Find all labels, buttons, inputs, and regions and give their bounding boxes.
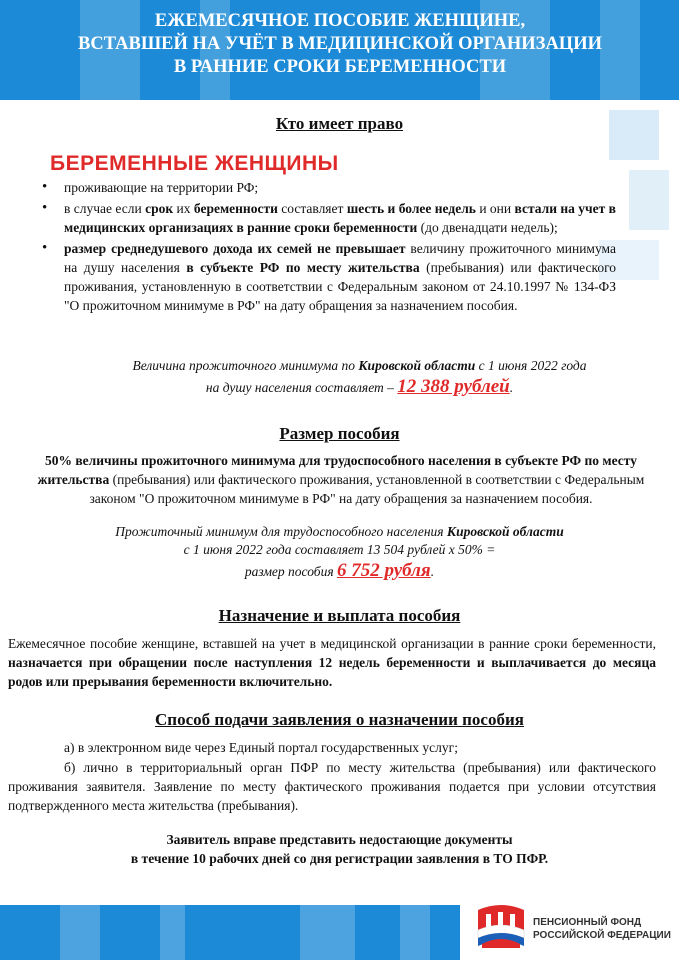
amount-text: 50% величины прожиточного минимума для трудоспособного населения в субъекте РФ по месту жительства (пребывания) или фактического проживания, установленной в соответствии с Федеральным законом "О прожиточном минимуме в РФ" на дату обращения за назначением пособия.	[37, 453, 645, 506]
list-item: • в случае если срок их беременности составляет шесть и более недель и они встали на учет в медицинских организациях в ранние сроки беременности (до двенадцати недель);	[64, 199, 616, 237]
footer-bar	[0, 905, 460, 960]
eligibility-list	[40, 178, 616, 315]
minimum-line-2: на душу населения составляет – 12 388 рублей.	[205, 376, 514, 397]
section-heading-application: Способ подачи заявления о назначении пособия	[155, 710, 524, 729]
application-way-a: а) в электронном виде через Единый портал государственных услуг;	[64, 740, 458, 755]
calc-line-1: Прожиточный минимум для трудоспособного населения Кировской области	[115, 524, 564, 539]
list-item: • проживающие на территории РФ;	[64, 178, 616, 197]
calc-line-2: с 1 июня 2022 года составляет 13 504 рублей х 50% =	[183, 542, 496, 557]
application-way-b: б) лично в территориальный орган ПФР по месту жительства (пребывания) или фактического проживания заявителя. Заявление по месту фактического проживания подается при условии отсутствия подтвержденного места жительства (пребывания).	[8, 760, 656, 813]
final-note-line-2: в течение 10 рабочих дней со дня регистрации заявления в ТО ПФР.	[130, 851, 549, 866]
section-heading-eligibility: Кто имеет право	[275, 114, 404, 133]
section-heading-amount: Размер пособия	[279, 424, 400, 443]
section-heading-payment: Назначение и выплата пособия	[218, 606, 461, 625]
final-note-line-1: Заявитель вправе представить недостающие документы	[166, 832, 513, 847]
eligible-group-title: БЕРЕМЕННЫЕ ЖЕНЩИНЫ	[50, 152, 339, 175]
calc-line-3: размер пособия 6 752 рубля.	[244, 560, 435, 581]
pfr-logo-icon	[472, 904, 530, 952]
minimum-value: 12 388 рублей	[397, 376, 510, 397]
page-title: ЕЖЕМЕСЯЧНОЕ ПОСОБИЕ ЖЕНЩИНЕ, ВСТАВШЕЙ НА УЧЁТ В МЕДИЦИНСКОЙ ОРГАНИЗАЦИИ В РАННИЕ СРОКИ БЕРЕМЕННОСТИ	[78, 11, 602, 77]
payment-text: Ежемесячное пособие женщине, вставшей на учет в медицинской организации в ранние сроки беременности, назначается при обращении после наступления 12 недель беременности и выплачивается до месяца родов или прерывания беременности включительно.	[8, 636, 656, 689]
pfr-logo-text: ПЕНСИОННЫЙ ФОНД РОССИЙСКОЙ ФЕДЕРАЦИИ	[533, 917, 671, 941]
minimum-line-1: Величина прожиточного минимума по Кировской области с 1 июня 2022 года	[132, 358, 587, 373]
benefit-value: 6 752 рубля	[336, 560, 431, 581]
list-item: • размер среднедушевого дохода их семей не превышает величину прожиточного минимума на душу населения в субъекте РФ по месту жительства (пребывания) или фактического проживания, установленную в соответствии с Федеральным законом от 24.10.1997 № 134-ФЗ "О прожиточном минимуме в РФ" на дату обращения за назначением пособия.	[64, 239, 616, 315]
